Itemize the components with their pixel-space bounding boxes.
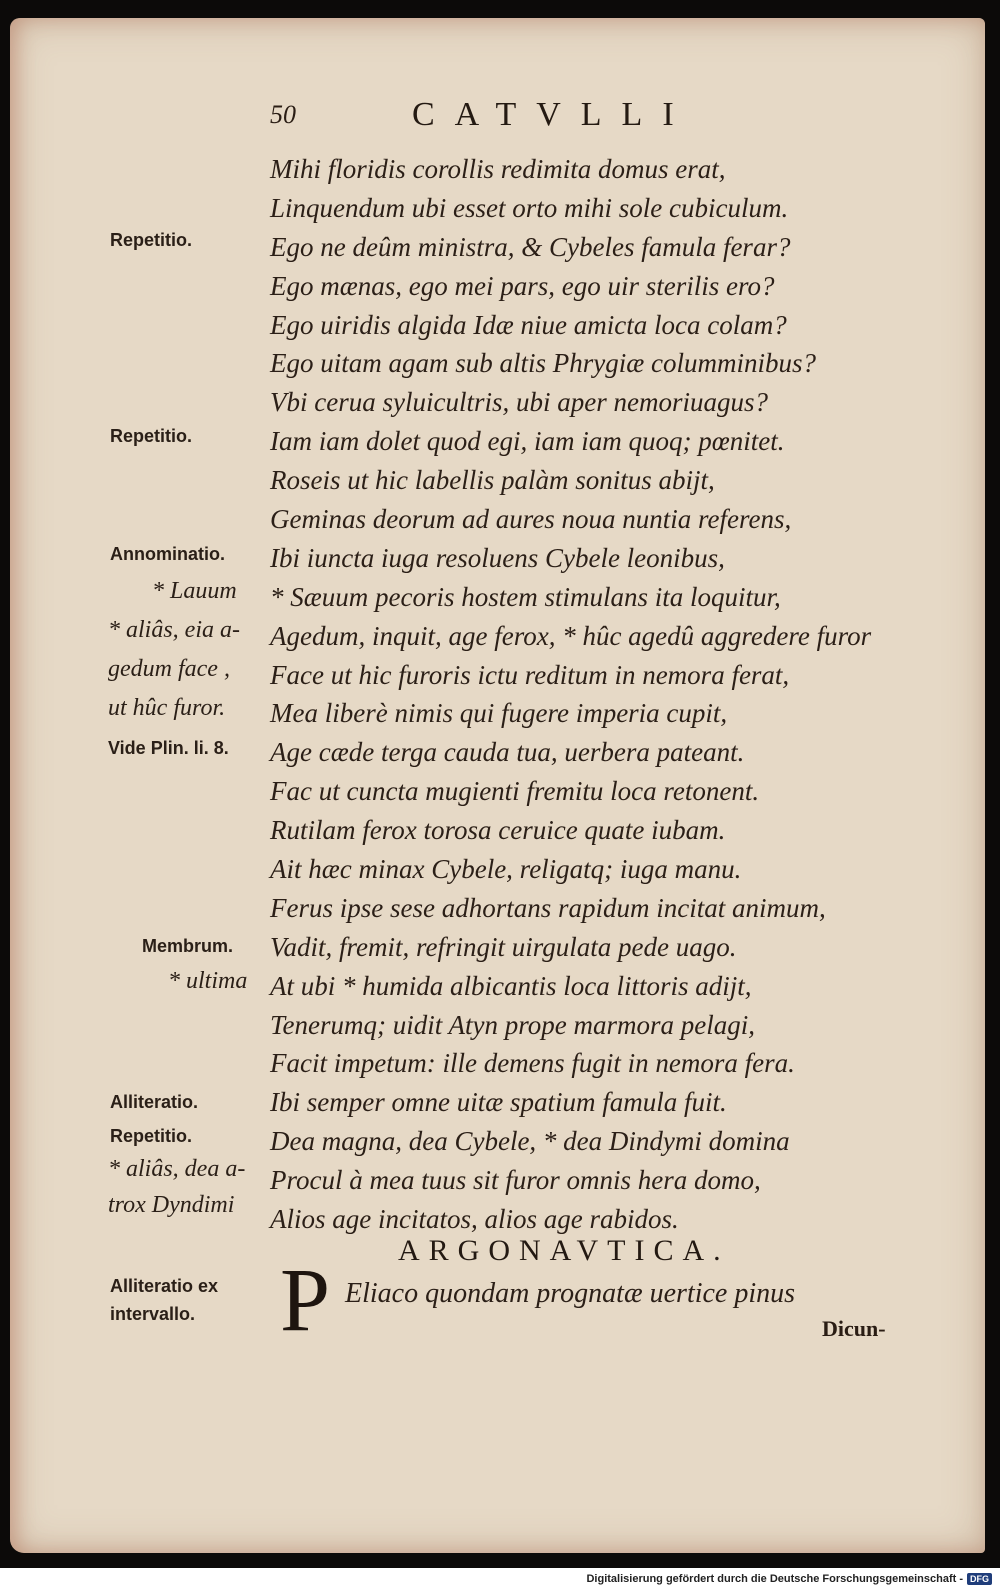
running-title: CATVLLI <box>412 96 694 133</box>
verse-line: Vadit, fremit, refringit uirgulata pede uago. <box>270 931 737 962</box>
page-header <box>270 96 830 136</box>
margin-note: Vide Plin. li. 8. <box>108 738 229 758</box>
verse-line: * Sæuum pecoris hostem stimulans ita loquitur, <box>270 581 781 612</box>
verse-line: Alios age incitatos, alios age rabidos. <box>270 1204 679 1235</box>
verse-line: Ego mænas, ego mei pars, ego uir sterilis ero? <box>270 270 775 301</box>
poem-first-line: Eliaco quondam prognatæ uertice pinus <box>345 1278 796 1309</box>
verse-line: Ferus ipse sese adhortans rapidum incitat animum, <box>270 892 826 923</box>
verse-line: Geminas deorum ad aures noua nuntia referens, <box>270 504 792 535</box>
margin-note: intervallo. <box>110 1304 196 1324</box>
credit-text: Digitalisierung gefördert durch die Deutsche Forschungsgemeinschaft - <box>586 1573 963 1585</box>
verse-line: Tenerumq; uidit Atyn prope marmora pelagi, <box>270 1009 755 1040</box>
verse-line: Vbi cerua syluicultris, ubi aper nemoriuagus? <box>270 387 768 418</box>
verse-line: Iam iam dolet quod egi, iam iam quoq; pœnitet. <box>270 426 785 457</box>
verse-line: Dea magna, dea Cybele, * dea Dindymi domina <box>270 1126 790 1157</box>
verse-line: Fac ut cuncta mugienti fremitu loca retonent. <box>270 776 760 807</box>
dfg-logo-icon: DFG <box>967 1573 992 1585</box>
margin-note: * Lauum <box>152 578 237 604</box>
verse-line: Rutilam ferox torosa ceruice quate iubam. <box>270 815 726 846</box>
verse-line: Ego ne deûm ministra, & Cybeles famula ferar? <box>270 231 791 262</box>
verse-line: Facit impetum: ille demens fugit in nemora fera. <box>270 1048 795 1079</box>
verse-line: Ego uitam agam sub altis Phrygiæ columminibus? <box>270 348 816 379</box>
margin-note: * aliâs, dea a- <box>108 1156 246 1182</box>
margin-note: * ultima <box>168 968 248 994</box>
catchword: Dicun- <box>822 1316 886 1341</box>
verse-line: Mihi floridis corollis redimita domus erat, <box>270 154 726 184</box>
margin-note: Alliteratio ex <box>110 1276 219 1296</box>
verse-line: Face ut hic furoris ictu reditum in nemora ferat, <box>270 659 790 690</box>
verse-line: Roseis ut hic labellis palàm sonitus abijt, <box>270 465 715 496</box>
verse-line: Agedum, inquit, age ferox, * hûc agedû aggredere furor <box>270 620 872 651</box>
verse-line: Ait hæc minax Cybele, religatq; iuga manu. <box>270 854 742 885</box>
verse-line: Procul à mea tuus sit furor omnis hera domo, <box>270 1165 761 1196</box>
margin-note: Membrum. <box>142 936 234 956</box>
digitization-credit <box>586 1568 992 1590</box>
margin-note: Annominatio. <box>110 544 225 564</box>
verse-line: Age cæde terga cauda tua, uerbera pateant. <box>270 737 745 768</box>
verse-line: Ego uiridis algida Idæ niue amicta loca colam? <box>270 309 787 340</box>
verse-line: Linquendum ubi esset orto mihi sole cubiculum. <box>270 192 789 223</box>
margin-note: trox Dyndimi <box>108 1192 235 1218</box>
verse-line: At ubi * humida albicantis loca littoris adijt, <box>270 970 752 1001</box>
margin-note: Repetitio. <box>110 1126 193 1146</box>
section-title: ARGONAVTICA. <box>398 1234 730 1267</box>
margin-note: Repetitio. <box>110 230 193 250</box>
margin-note: * aliâs, eia a- <box>108 617 240 643</box>
verse-line: Ibi semper omne uitæ spatium famula fuit. <box>270 1087 727 1118</box>
margin-note: gedum face , <box>108 656 230 682</box>
margin-note: ut hûc furor. <box>108 695 226 721</box>
verse-line: Ibi iuncta iuga resoluens Cybele leonibus, <box>270 542 725 573</box>
drop-cap: P <box>280 1251 331 1350</box>
page-number: 50 <box>270 100 296 129</box>
margin-note: Repetitio. <box>110 426 193 446</box>
margin-note: Alliteratio. <box>110 1092 199 1112</box>
verse-block <box>270 150 960 1239</box>
verse-line: Mea liberè nimis qui fugere imperia cupit, <box>270 698 728 729</box>
